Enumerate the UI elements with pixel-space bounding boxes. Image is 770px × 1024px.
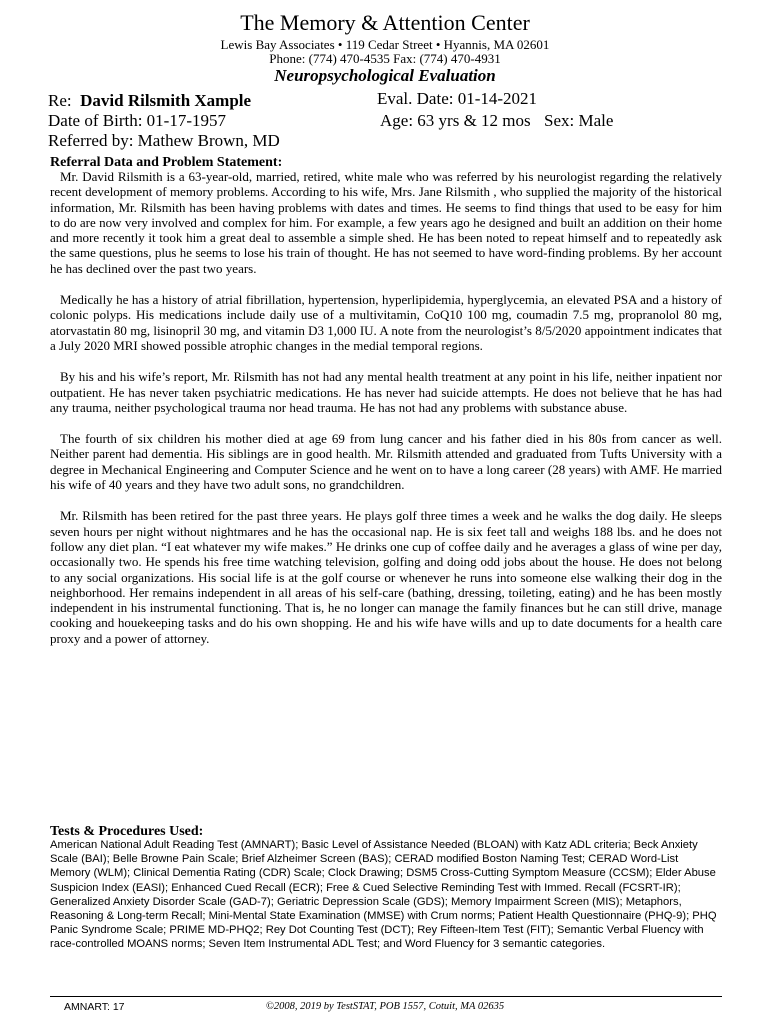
re-label: Re: <box>48 91 72 110</box>
date-of-birth: Date of Birth: 01-17-1957 <box>48 111 226 130</box>
patient-age: Age: 63 yrs & 12 mos <box>380 111 531 130</box>
referral-paragraph: Mr. Rilsmith has been retired for the past three years. He plays golf three times a week and he walks the dog daily. He sleeps seven hours per night without nightmares and he has the occasional nap. He is six feet tall and weighs 188 lbs. and he does not follow any diet plan. “I eat whatever my wife makes.” He drinks one cup of coffee daily and he averages a glass of wine per day, occasionally two. He spends his free time watching television, golfing and doing odd jobs about the house. He does not belong to any social organizations. His social life is at the golf course or whenever he runs into someone else walking their dog in the neighborhood. Her remains independent in all areas of his self-care (bathing, dressing, toileting, eating) and he has been mostly independent in his instrumental functioning. That is, he no longer can manage the family finances but he can still drive, manage cooking and houekeeping tasks and do his own shopping. He and his wife have wills and up to date documents for a health care proxy and a power of attorney. <box>50 508 722 646</box>
tests-heading: Tests & Procedures Used: <box>50 824 204 839</box>
patient-name: David Rilsmith Xample <box>80 91 252 110</box>
center-address: Lewis Bay Associates • 119 Cedar Street • Hyannis, MA 02601 <box>220 37 550 52</box>
patient-name-line <box>48 91 251 111</box>
patient-sex: Sex: Male <box>544 111 614 130</box>
referral-paragraph: The fourth of six children his mother died at age 69 from lung cancer and his father died in his 80s from cancer as well. Neither parent had dementia. His siblings are in good health. Mr. Rilsmith attended and graduated from Tufts University with a degree in Mechanical Engineering and Computer Science and he went on to have a long career (28 years) with AMF. He married his wife of 40 years and they have two adult sons, no grandchildren. <box>50 431 722 493</box>
referral-paragraph: By his and his wife’s report, Mr. Rilsmith has not had any mental health treatment at any point in his life, neither inpatient nor outpatient. He has never taken psychiatric medications. He has never had suicide attempts. He does not believe that he has had any trauma, neither psychological trauma nor head trauma. He has not had any problems with substance abuse. <box>50 369 722 415</box>
eval-date: Eval. Date: 01-14-2021 <box>377 89 538 108</box>
footer-amnart: AMNART: 17 <box>64 1001 125 1013</box>
center-contact: Phone: (774) 470-4535 Fax: (774) 470-4931 <box>269 51 501 66</box>
center-title: The Memory & Attention Center <box>240 10 530 35</box>
tests-list: American National Adult Reading Test (AMNART); Basic Level of Assistance Needed (BLOAN) with Katz ADL criteria; Beck Anxiety Scale (BAI); Belle Browne Pain Scale; Brief Alzheimer Screen (BAS); CERAD modified Boston Naming Test; CERAD Word-List Memory (WLM); Clinical Dementia Rating (CDR) Scale; Clock Drawing; DSM5 Cross-Cutting Symptom Measure (CCSM); Elder Abuse Suspicion Index (EASI); Enhanced Cued Recall (ECR); Free & Cued Selective Reminding Test with Immed. Recall (FCSRT-IR); Generalized Anxiety Disorder Scale (GAD-7); Geriatric Depression Scale (GDS); Memory Impairment Screen (MIS); Metaphors, Reasoning & Long-term Recall; Mini-Mental State Examination (MMSE) with Crum norms; Patient Health Questionnaire (PHQ-9); PHQ Panic Syndrome Scale; PRIME MD-PHQ2; Rey Dot Counting Test (DCT); Rey Fifteen-Item Test (FIT); Semantic Verbal Fluency with race-controlled MOANS norms; Seven Item Instrumental ADL Test; and Word Fluency for 3 semantic categories. <box>50 839 717 951</box>
footer-divider <box>50 996 722 997</box>
footer-copyright: ©2008, 2019 by TestSTAT, POB 1557, Cotuit, MA 02635 <box>265 1001 505 1012</box>
referral-paragraph: Mr. David Rilsmith is a 63-year-old, married, retired, white male who was referred by his neurologist regarding the relatively recent development of memory problems. According to his wife, Mrs. Jane Rilsmith , who supplied the majority of the historical information, Mr. Rilsmith has been having problems with dates and times. He seems to find things that used to be easy for him to do are now very involved and complex for him. For example, a few years ago he designed and built an addition on their home and more recently it took him a great deal to assemble a simple shed. He has been noted to repeat himself and to repeatedly ask the same questions, plus he seems to lose his train of thought. He has not seemed to have word-finding problems. By her account he has declined over the past two years. <box>50 169 722 276</box>
referred-by: Referred by: Mathew Brown, MD <box>48 131 280 150</box>
referral-heading: Referral Data and Problem Statement: <box>50 155 283 170</box>
report-title: Neuropsychological Evaluation <box>274 66 496 85</box>
referral-paragraph: Medically he has a history of atrial fibrillation, hypertension, hyperlipidemia, hyperglycemia, an elevated PSA and a history of colonic polyps. His medications include daily use of a multivitamin, CoQ10 100 mg, coumadin 7.5 mg, propranolol 80 mg, atorvastatin 80 mg, lisinopril 30 mg, and vitamin D3 1,000 IU. A note from the neurologist’s 8/5/2020 appointment indicates that a July 2020 MRI showed possible atrophic changes in the medial temporal regions. <box>50 292 722 353</box>
referral-body <box>50 169 722 662</box>
